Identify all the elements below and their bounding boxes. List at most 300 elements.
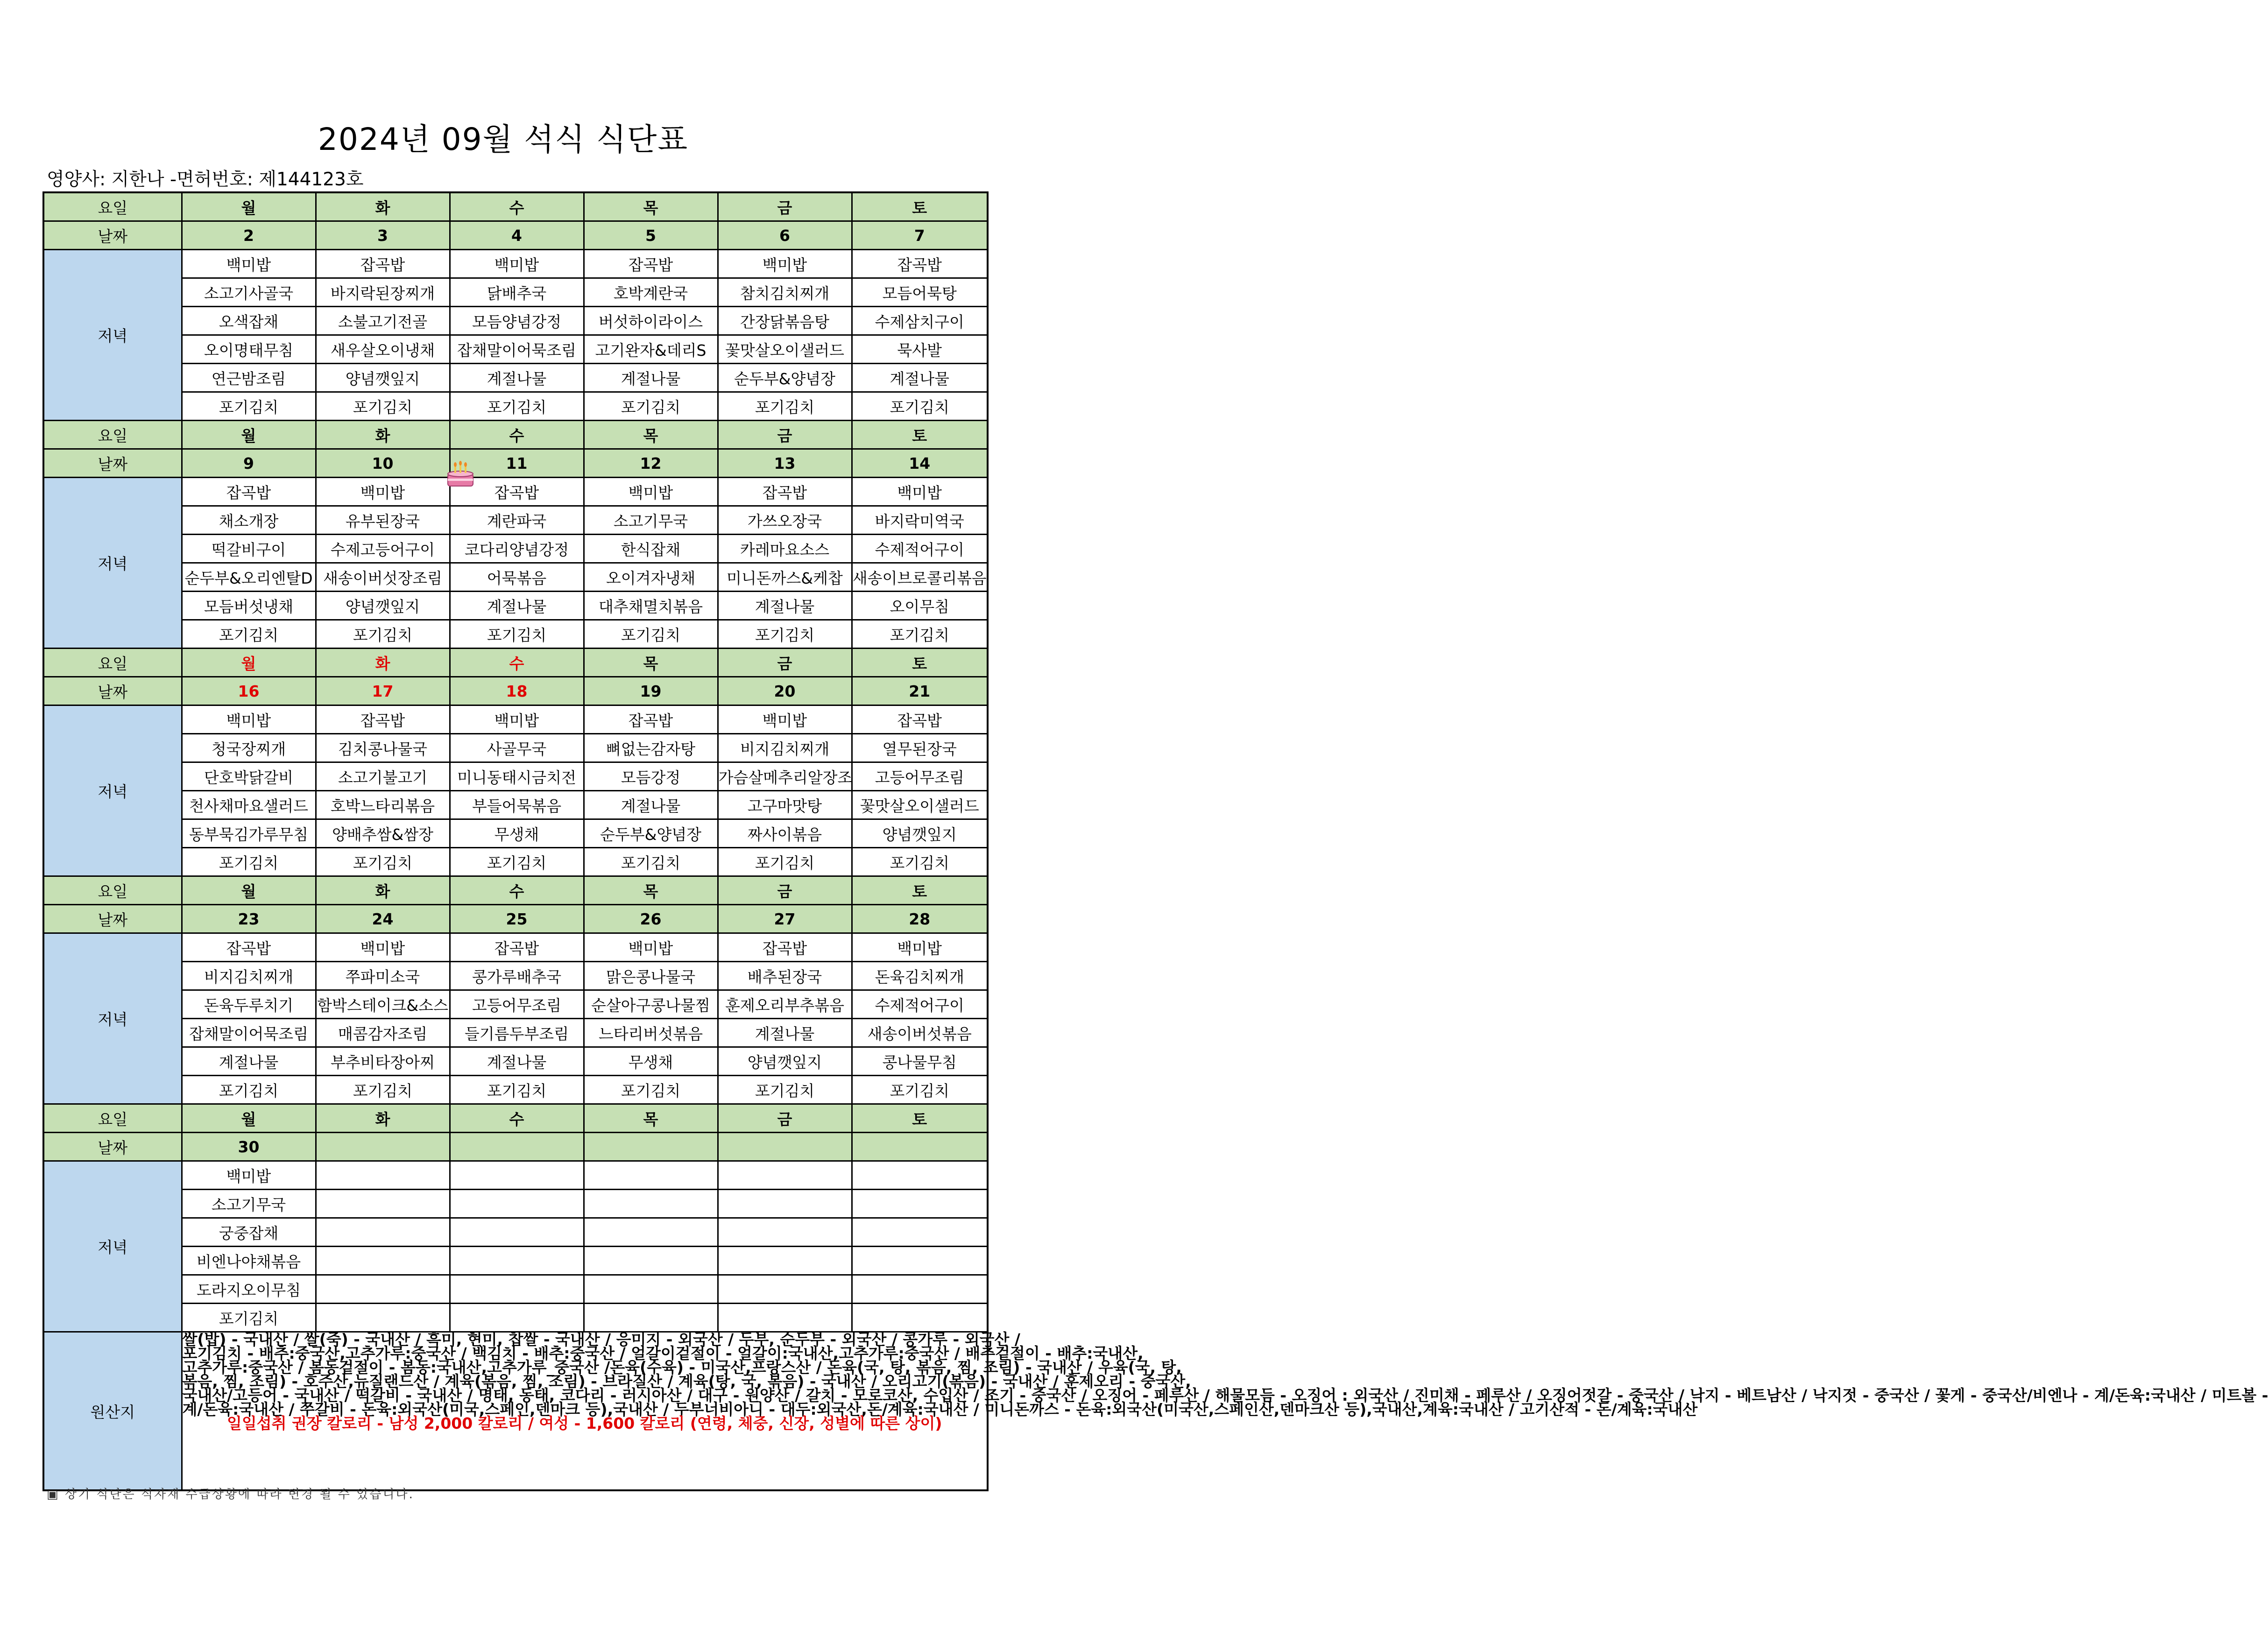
date-cell: 20	[718, 677, 852, 705]
menu-item: 백미밥	[584, 933, 718, 962]
menu-item: 돈육두루치기	[182, 990, 316, 1019]
menu-row	[43, 1019, 988, 1047]
day-header: 토	[852, 1104, 988, 1133]
menu-item: 소고기무국	[584, 506, 718, 535]
menu-item: 양념깻잎지	[316, 364, 450, 392]
menu-row	[43, 734, 988, 762]
menu-item: 양념깻잎지	[316, 592, 450, 620]
meal-label: 저녁	[43, 478, 182, 649]
menu-item: 가쓰오장국	[718, 506, 852, 535]
menu-item: 소고기불고기	[316, 762, 450, 791]
day-header-row	[43, 421, 988, 449]
menu-item: 포기김치	[584, 848, 718, 876]
menu-item: 연근밤조림	[182, 364, 316, 392]
date-cell: 14	[852, 449, 988, 478]
date-cell: 23	[182, 905, 316, 933]
day-header: 목	[584, 876, 718, 905]
menu-row	[43, 307, 988, 335]
menu-row	[43, 933, 988, 962]
origin-line: 볶음, 찜, 조림) - 호주산,뉴질랜드산 / 계육(볶음, 찜, 조림) - 브라질산 / 계육(탕, 국, 볶음) - 국내산 / 오리고기(볶음) - 국내산 / 훈제오리 - 중국산,	[182, 1372, 1191, 1390]
date-row-label: 날짜	[43, 1133, 182, 1161]
menu-item: 어묵볶음	[450, 563, 584, 592]
menu-item: 포기김치	[316, 620, 450, 649]
day-row-label: 요일	[43, 876, 182, 905]
menu-row	[43, 705, 988, 734]
menu-item: 백미밥	[450, 250, 584, 278]
menu-item: 잡곡밥	[852, 250, 988, 278]
day-header: 화	[316, 1104, 450, 1133]
menu-item: 새송이브로콜리볶음	[852, 563, 988, 592]
menu-item: 무생채	[584, 1047, 718, 1076]
menu-item: 미니동태시금치전	[450, 762, 584, 791]
menu-item: 도라지오이무침	[182, 1275, 316, 1304]
date-cell	[316, 1133, 450, 1161]
menu-item: 포기김치	[852, 620, 988, 649]
menu-row	[43, 1076, 988, 1104]
meal-label: 저녁	[43, 1161, 182, 1332]
menu-item	[316, 1218, 450, 1247]
menu-item: 모듬양념강정	[450, 307, 584, 335]
menu-item: 부들어묵볶음	[450, 791, 584, 819]
menu-item: 새송이버섯볶음	[852, 1019, 988, 1047]
menu-item: 카레마요소스	[718, 535, 852, 563]
menu-item: 버섯하이라이스	[584, 307, 718, 335]
day-row-label: 요일	[43, 649, 182, 677]
menu-item	[852, 1218, 988, 1247]
menu-item: 포기김치	[316, 848, 450, 876]
date-cell	[450, 1133, 584, 1161]
date-row	[43, 905, 988, 933]
menu-row	[43, 990, 988, 1019]
menu-item: 오색잡채	[182, 307, 316, 335]
menu-item: 포기김치	[852, 1076, 988, 1104]
menu-item: 배추된장국	[718, 962, 852, 990]
menu-item: 비엔나야채볶음	[182, 1247, 316, 1275]
date-row	[43, 221, 988, 250]
menu-item: 포기김치	[182, 1304, 316, 1332]
menu-item: 포기김치	[450, 620, 584, 649]
menu-item: 청국장찌개	[182, 734, 316, 762]
menu-item: 계절나물	[182, 1047, 316, 1076]
menu-item: 포기김치	[852, 392, 988, 421]
day-header: 금	[718, 192, 852, 221]
menu-item: 고등어무조림	[852, 762, 988, 791]
menu-item: 잡곡밥	[450, 933, 584, 962]
origin-line: 고추가루:중국산 / 봄동겉절이 - 봄동:국내산,고추가루_중국산 /돈육(수육) - 미국산,프랑스산 / 돈육(국, 탕, 볶음, 찜, 조림) - 국내산 / 우육(국, 탕,	[182, 1358, 1182, 1376]
menu-item: 잡채말이어묵조림	[450, 335, 584, 364]
menu-item: 백미밥	[852, 478, 988, 506]
menu-row	[43, 1247, 988, 1275]
menu-item: 가슴살메추리알장조	[718, 762, 852, 791]
menu-item	[718, 1190, 852, 1218]
menu-item: 호박계란국	[584, 278, 718, 307]
menu-table	[42, 191, 2268, 1491]
menu-item: 새우살오이냉채	[316, 335, 450, 364]
day-header: 목	[584, 649, 718, 677]
menu-item: 포기김치	[316, 1076, 450, 1104]
menu-item: 순살아구콩나물찜	[584, 990, 718, 1019]
menu-item: 떡갈비구이	[182, 535, 316, 563]
day-header: 목	[584, 192, 718, 221]
menu-item: 포기김치	[450, 392, 584, 421]
menu-item: 들기름두부조림	[450, 1019, 584, 1047]
menu-row	[43, 1161, 988, 1190]
date-row-label: 날짜	[43, 905, 182, 933]
day-header: 토	[852, 649, 988, 677]
menu-item: 포기김치	[718, 1076, 852, 1104]
date-row	[43, 449, 988, 478]
menu-item: 오이무침	[852, 592, 988, 620]
menu-item: 계절나물	[584, 791, 718, 819]
menu-item: 비지김치찌개	[718, 734, 852, 762]
date-cell: 18	[450, 677, 584, 705]
menu-row	[43, 848, 988, 876]
menu-item: 모듬강정	[584, 762, 718, 791]
menu-item: 콩나물무침	[852, 1047, 988, 1076]
menu-row	[43, 335, 988, 364]
date-cell: 19	[584, 677, 718, 705]
date-cell: 9	[182, 449, 316, 478]
menu-item: 코다리양념강정	[450, 535, 584, 563]
day-row-label: 요일	[43, 421, 182, 449]
origin-label: 원산지	[43, 1332, 182, 1491]
menu-item: 짜사이볶음	[718, 819, 852, 848]
menu-item: 포기김치	[718, 392, 852, 421]
menu-item: 잡채말이어묵조림	[182, 1019, 316, 1047]
date-cell	[718, 1133, 852, 1161]
menu-item: 오이겨자냉채	[584, 563, 718, 592]
origin-line: 계/돈육:국내산 / 쭈갈비 - 돈육:외국산(미국,스페인,덴마크 등),국내산 / 두부너비아니 - 대두:외국산,돈/계육:국내산 / 미니돈까스 - 돈육:외국산(미국산,스페인산,덴마크산 등),국내산,계육:국내산 / 고기산적 - 돈/계육:국내산	[182, 1400, 1698, 1418]
menu-item	[718, 1304, 852, 1332]
notice-text: ▣ 상기 식단은 식자재 수급상황에 따라 변경 될 수 있습니다.	[47, 1488, 414, 1502]
date-row-label: 날짜	[43, 677, 182, 705]
menu-item: 잡곡밥	[182, 478, 316, 506]
menu-item: 오이명태무침	[182, 335, 316, 364]
menu-item: 함박스테이크&소스	[316, 990, 450, 1019]
menu-item: 포기김치	[852, 848, 988, 876]
day-header-row	[43, 1104, 988, 1133]
meal-label: 저녁	[43, 250, 182, 421]
menu-item: 매콤감자조림	[316, 1019, 450, 1047]
menu-item: 한식잡채	[584, 535, 718, 563]
day-header: 월	[182, 876, 316, 905]
menu-item: 잡곡밥	[718, 478, 852, 506]
menu-row	[43, 392, 988, 421]
day-row-label: 요일	[43, 1104, 182, 1133]
menu-item: 순두부&양념장	[584, 819, 718, 848]
menu-item: 수제삼치구이	[852, 307, 988, 335]
menu-row	[43, 506, 988, 535]
birthday-cake-icon	[445, 460, 476, 489]
menu-item: 포기김치	[584, 1076, 718, 1104]
date-cell: 25	[450, 905, 584, 933]
menu-item	[450, 1275, 584, 1304]
date-cell	[584, 1133, 718, 1161]
menu-row	[43, 819, 988, 848]
menu-item	[584, 1304, 718, 1332]
menu-item	[718, 1218, 852, 1247]
menu-item: 콩가루배추국	[450, 962, 584, 990]
menu-row	[43, 1275, 988, 1304]
menu-item	[584, 1161, 718, 1190]
day-header: 화	[316, 876, 450, 905]
menu-item	[450, 1190, 584, 1218]
menu-item: 계절나물	[584, 364, 718, 392]
menu-item	[316, 1190, 450, 1218]
day-header: 금	[718, 649, 852, 677]
meal-label: 저녁	[43, 933, 182, 1104]
menu-item: 순두부&양념장	[718, 364, 852, 392]
menu-item: 닭배추국	[450, 278, 584, 307]
menu-item	[450, 1304, 584, 1332]
menu-row	[43, 364, 988, 392]
date-row	[43, 1133, 988, 1161]
menu-item: 포기김치	[316, 392, 450, 421]
menu-item	[316, 1247, 450, 1275]
day-header-row	[43, 192, 988, 221]
menu-item: 백미밥	[182, 705, 316, 734]
menu-item: 계절나물	[718, 1019, 852, 1047]
menu-item: 참치김치찌개	[718, 278, 852, 307]
day-header: 금	[718, 1104, 852, 1133]
menu-item: 포기김치	[450, 848, 584, 876]
menu-item: 미니돈까스&케찹	[718, 563, 852, 592]
menu-item	[584, 1247, 718, 1275]
menu-item	[584, 1218, 718, 1247]
day-header: 월	[182, 1104, 316, 1133]
day-row-label: 요일	[43, 192, 182, 221]
day-header: 화	[316, 421, 450, 449]
menu-item: 백미밥	[718, 250, 852, 278]
day-header: 수	[450, 649, 584, 677]
menu-item: 백미밥	[182, 250, 316, 278]
date-cell	[852, 1133, 988, 1161]
date-cell: 4	[450, 221, 584, 250]
day-header: 토	[852, 421, 988, 449]
origin-line: 국내산/고등어 - 국내산 / 떡갈비 - 국내산 / 명태, 동태, 코다리 - 러시아산 / 대구 - 원양산 / 갈치 - 모로코산, 수입산 / 조기 - 중국산 / 오징어 - 페루산 / 해물모듬 - 오징어 : 외국산 / 진미채 - 페루산 / 오징어젓갈 - 중국산 / 낙지 - 베트남산 / 낙지젓 - 중국산 / 꽃게 - 중국산/비엔나 - 계/돈육:국내산 / 미트볼 -	[182, 1386, 2268, 1404]
menu-item: 수제적어구이	[852, 990, 988, 1019]
menu-item	[718, 1161, 852, 1190]
menu-item: 포기김치	[182, 620, 316, 649]
menu-row	[43, 278, 988, 307]
menu-item: 백미밥	[718, 705, 852, 734]
date-cell: 5	[584, 221, 718, 250]
menu-item: 잡곡밥	[584, 705, 718, 734]
day-header: 월	[182, 192, 316, 221]
menu-row	[43, 1304, 988, 1332]
day-header: 수	[450, 876, 584, 905]
day-header-row	[43, 876, 988, 905]
menu-item: 양념깻잎지	[718, 1047, 852, 1076]
menu-row	[43, 791, 988, 819]
menu-item: 계절나물	[852, 364, 988, 392]
date-cell: 13	[718, 449, 852, 478]
menu-item	[718, 1275, 852, 1304]
menu-item: 동부묵김가루무침	[182, 819, 316, 848]
menu-item: 천사채마요샐러드	[182, 791, 316, 819]
menu-item	[450, 1247, 584, 1275]
menu-item: 잡곡밥	[584, 250, 718, 278]
menu-item: 뼈없는감자탕	[584, 734, 718, 762]
menu-item: 고구마맛탕	[718, 791, 852, 819]
day-header: 수	[450, 192, 584, 221]
menu-item: 포기김치	[718, 848, 852, 876]
date-cell: 27	[718, 905, 852, 933]
menu-item: 포기김치	[450, 1076, 584, 1104]
date-cell: 26	[584, 905, 718, 933]
menu-item: 잡곡밥	[852, 705, 988, 734]
menu-item: 백미밥	[450, 705, 584, 734]
menu-item	[852, 1275, 988, 1304]
menu-item: 백미밥	[316, 478, 450, 506]
menu-row	[43, 1218, 988, 1247]
menu-item: 소고기사골국	[182, 278, 316, 307]
menu-item: 유부된장국	[316, 506, 450, 535]
origin-info	[182, 1330, 2268, 1491]
page-title: 2024년 09월 석식 식단표	[318, 121, 689, 157]
menu-row	[43, 962, 988, 990]
menu-item	[852, 1190, 988, 1218]
date-cell: 17	[316, 677, 450, 705]
menu-item: 계란파국	[450, 506, 584, 535]
menu-item: 계절나물	[450, 592, 584, 620]
date-cell: 11	[450, 449, 584, 478]
menu-item: 수제적어구이	[852, 535, 988, 563]
menu-item	[316, 1161, 450, 1190]
menu-item: 잡곡밥	[450, 478, 584, 506]
menu-item: 부추비타장아찌	[316, 1047, 450, 1076]
menu-item	[852, 1247, 988, 1275]
menu-item	[584, 1190, 718, 1218]
date-cell: 7	[852, 221, 988, 250]
menu-item: 포기김치	[584, 392, 718, 421]
day-header: 화	[316, 192, 450, 221]
menu-item: 포기김치	[718, 620, 852, 649]
menu-item: 백미밥	[316, 933, 450, 962]
menu-row	[43, 1047, 988, 1076]
menu-item: 포기김치	[182, 848, 316, 876]
menu-item: 잡곡밥	[316, 705, 450, 734]
date-cell: 2	[182, 221, 316, 250]
menu-item: 사골무국	[450, 734, 584, 762]
day-header-row	[43, 649, 988, 677]
date-cell: 10	[316, 449, 450, 478]
menu-item: 잡곡밥	[316, 250, 450, 278]
day-header: 토	[852, 876, 988, 905]
menu-item: 계절나물	[718, 592, 852, 620]
date-row	[43, 677, 988, 705]
menu-item: 양배추쌈&쌈장	[316, 819, 450, 848]
menu-item: 모듬버섯냉채	[182, 592, 316, 620]
menu-item: 백미밥	[182, 1161, 316, 1190]
menu-item	[852, 1161, 988, 1190]
menu-item: 백미밥	[584, 478, 718, 506]
menu-item	[450, 1218, 584, 1247]
menu-item: 단호박닭갈비	[182, 762, 316, 791]
origin-line: 쌀(밥) - 국내산 / 쌀(죽) - 국내산 / 흑미, 현미, 찹쌀 - 국내산 / 응미지 - 외국산 / 두부, 순두부 - 외국산 / 콩가루 - 외국산 /	[182, 1330, 1020, 1348]
menu-item: 순두부&오리엔탈D	[182, 563, 316, 592]
menu-item	[584, 1275, 718, 1304]
nutritionist-info: 영양사: 지한나 -면허번호: 제144123호	[47, 169, 364, 190]
menu-item: 포기김치	[182, 392, 316, 421]
menu-item: 훈제오리부추볶음	[718, 990, 852, 1019]
menu-item: 바지락된장찌개	[316, 278, 450, 307]
menu-item: 고등어무조림	[450, 990, 584, 1019]
menu-row	[43, 620, 988, 649]
origin-row	[43, 1332, 988, 1491]
day-header: 수	[450, 1104, 584, 1133]
menu-item: 포기김치	[182, 1076, 316, 1104]
menu-item: 느타리버섯볶음	[584, 1019, 718, 1047]
date-cell: 3	[316, 221, 450, 250]
menu-item: 호박느타리볶음	[316, 791, 450, 819]
menu-row	[43, 563, 988, 592]
calorie-note: 일일섭취 권장 칼로리 - 남성 2,000 칼로리 / 여성 - 1,600 칼로리 (연령, 체중, 신장, 성별에 따른 상이)	[227, 1414, 942, 1432]
menu-item: 계절나물	[450, 364, 584, 392]
menu-item: 김치콩나물국	[316, 734, 450, 762]
date-row-label: 날짜	[43, 221, 182, 250]
menu-item: 백미밥	[852, 933, 988, 962]
date-cell: 28	[852, 905, 988, 933]
menu-item: 모듬어묵탕	[852, 278, 988, 307]
menu-item	[852, 1304, 988, 1332]
menu-item: 대추채멸치볶음	[584, 592, 718, 620]
menu-item: 간장닭볶음탕	[718, 307, 852, 335]
day-header: 화	[316, 649, 450, 677]
date-cell: 16	[182, 677, 316, 705]
menu-item: 꽃맛살오이샐러드	[852, 791, 988, 819]
menu-row	[43, 1190, 988, 1218]
menu-item: 무생채	[450, 819, 584, 848]
menu-row	[43, 478, 988, 506]
date-cell: 6	[718, 221, 852, 250]
menu-row	[43, 535, 988, 563]
meal-label: 저녁	[43, 705, 182, 876]
day-header: 월	[182, 649, 316, 677]
date-cell: 24	[316, 905, 450, 933]
menu-item: 포기김치	[584, 620, 718, 649]
day-header: 토	[852, 192, 988, 221]
menu-item: 궁중잡채	[182, 1218, 316, 1247]
date-cell: 21	[852, 677, 988, 705]
menu-item: 맑은콩나물국	[584, 962, 718, 990]
date-cell: 30	[182, 1133, 316, 1161]
menu-item: 고기완자&데리S	[584, 335, 718, 364]
menu-row	[43, 250, 988, 278]
day-header: 금	[718, 876, 852, 905]
menu-item: 잡곡밥	[718, 933, 852, 962]
menu-item	[316, 1275, 450, 1304]
menu-item: 소고기무국	[182, 1190, 316, 1218]
menu-row	[43, 592, 988, 620]
menu-item: 양념깻잎지	[852, 819, 988, 848]
menu-item: 잡곡밥	[182, 933, 316, 962]
menu-item	[718, 1247, 852, 1275]
menu-item: 바지락미역국	[852, 506, 988, 535]
menu-item: 채소개장	[182, 506, 316, 535]
menu-item: 수제고등어구이	[316, 535, 450, 563]
menu-item: 새송이버섯장조림	[316, 563, 450, 592]
day-header: 목	[584, 421, 718, 449]
menu-item	[316, 1304, 450, 1332]
menu-item: 묵사발	[852, 335, 988, 364]
menu-item	[450, 1161, 584, 1190]
day-header: 목	[584, 1104, 718, 1133]
date-cell: 12	[584, 449, 718, 478]
menu-item: 비지김치찌개	[182, 962, 316, 990]
origin-line: 포기김치 - 배추:중국산,고추가루:중국산 / 백김치 - 배추:중국산 / 얼갈이겉절이 - 얼갈이:국내산,고추가루:중국산 / 배추겉절이 - 배추:국내산,	[182, 1344, 1144, 1362]
day-header: 수	[450, 421, 584, 449]
